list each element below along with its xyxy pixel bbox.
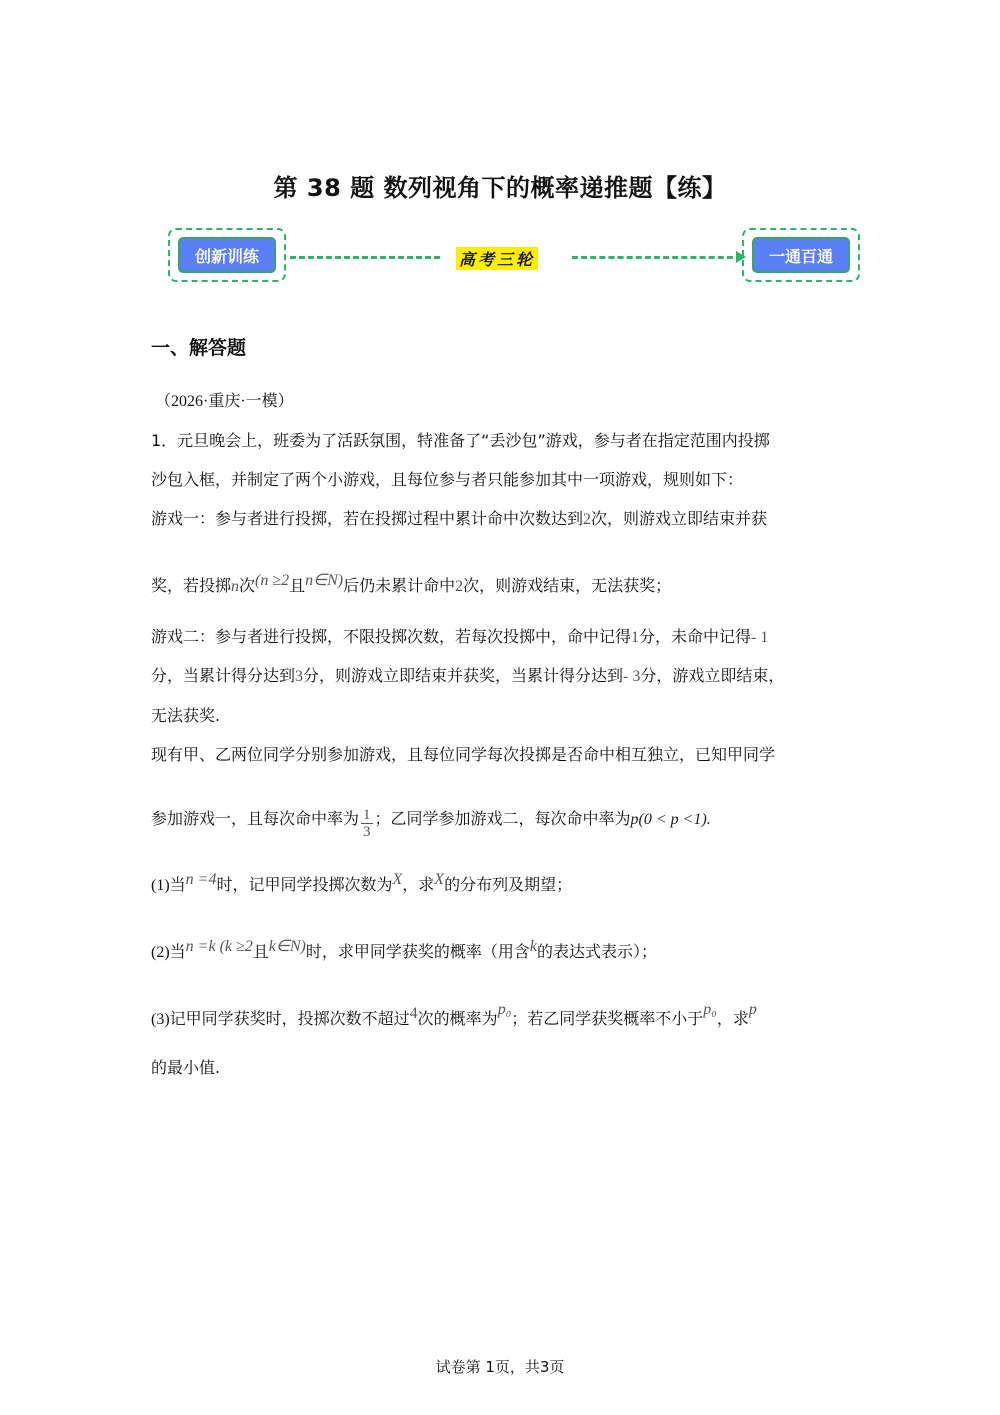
text-span: 分，则游戏立即结束并获奖，当累计得分达到 bbox=[303, 666, 624, 685]
dashed-connector-right bbox=[572, 256, 742, 259]
hit-rate-line bbox=[151, 806, 711, 840]
text-span: 奖，若投掷 bbox=[151, 576, 232, 595]
text-span: 次，则游戏结束，无法获奖； bbox=[463, 576, 672, 595]
math-span: k bbox=[529, 938, 537, 955]
innovation-training-button[interactable]: 创新训练 bbox=[178, 237, 276, 273]
game-one-rule-line bbox=[151, 570, 671, 596]
math-span: X bbox=[434, 871, 445, 888]
math-span: p(0 < p <1). bbox=[630, 811, 711, 828]
text-span: 游戏一：参与者进行投掷，若在投掷过程中累计命中次数达到 bbox=[151, 509, 584, 528]
text-span: 的分布列及期望； bbox=[444, 875, 573, 894]
mastery-button[interactable]: 一通百通 bbox=[752, 237, 850, 273]
text-span: 后仍未累计命中 bbox=[343, 576, 456, 595]
fraction-denominator: 3 bbox=[363, 824, 371, 840]
question-line: 现有甲、乙两位同学分别参加游戏，且每位同学每次投掷是否命中相互独立，已知甲同学 bbox=[151, 745, 776, 764]
math-span: 2 bbox=[455, 578, 464, 595]
math-span: p₀ bbox=[703, 1001, 717, 1018]
text-span: 分，未命中记得 bbox=[639, 627, 752, 646]
dashed-connector-left bbox=[290, 256, 440, 259]
math-span: - 3 bbox=[623, 668, 641, 685]
question-line: 无法获奖. bbox=[151, 706, 221, 725]
math-span: 1 bbox=[631, 629, 640, 646]
text-span: ，求 bbox=[402, 875, 435, 894]
math-span: p₀ bbox=[497, 1001, 512, 1018]
text-span: 且 bbox=[252, 942, 269, 961]
sub-question-3 bbox=[151, 1001, 757, 1029]
fraction-numerator: 1 bbox=[363, 807, 371, 823]
text-span: ，求 bbox=[716, 1009, 749, 1028]
math-span: - 1 bbox=[751, 629, 769, 646]
text-span: 的表达式表示）； bbox=[536, 942, 657, 961]
text-span: ；乙同学参加游戏二，每次命中率为 bbox=[374, 809, 631, 828]
text-span: 且 bbox=[289, 576, 306, 595]
math-span: X bbox=[392, 871, 403, 888]
math-span: n bbox=[231, 578, 240, 595]
mastery-box bbox=[742, 228, 860, 282]
math-span: n =4 bbox=[185, 871, 217, 888]
question-line: 沙包入框，并制定了两个小游戏，且每位参与者只能参加其中一项游戏，规则如下： bbox=[151, 470, 744, 489]
gaokao-third-round-label: 高考三轮 bbox=[456, 247, 538, 270]
section-heading: 一、解答题 bbox=[151, 337, 247, 359]
math-span: n =k (k ≥2 bbox=[185, 938, 253, 955]
text-span: 时，记甲同学投掷次数为 bbox=[216, 875, 393, 894]
question-line: 1．元旦晚会上，班委为了活跃氛围，特准备了“丢沙包”游戏，参与者在指定范围内投掷 bbox=[151, 431, 770, 450]
math-span: 3 bbox=[295, 668, 304, 685]
math-span: n∈N) bbox=[305, 572, 344, 589]
question-source: （2026·重庆·一模） bbox=[155, 393, 294, 410]
page-title: 第 38 题 数列视角下的概率递推题【练】 bbox=[273, 174, 727, 202]
game-one-rule-line bbox=[151, 506, 767, 529]
game-two-rule-line bbox=[151, 663, 784, 686]
innovation-training-box bbox=[168, 228, 286, 282]
text-span: (2)当 bbox=[151, 944, 186, 961]
text-span: 次 bbox=[239, 576, 256, 595]
text-span: ；若乙同学获奖概率不小于 bbox=[511, 1009, 704, 1028]
text-span: 次，则游戏立即结束并获 bbox=[591, 509, 768, 528]
text-span: 游戏二：参与者进行投掷，不限投掷次数，若每次投掷中，命中记得 bbox=[151, 627, 632, 646]
game-two-rule-line bbox=[151, 624, 768, 647]
fraction-one-third bbox=[361, 807, 373, 840]
page-footer: 试卷第 1页，共3页 bbox=[435, 1358, 565, 1376]
text-span: 次的概率为 bbox=[417, 1009, 498, 1028]
text-span: 时，求甲同学获奖的概率（用含 bbox=[305, 942, 530, 961]
text-span: 分，当累计得分达到 bbox=[151, 666, 296, 685]
sub-question-1 bbox=[151, 871, 572, 895]
math-span: (n ≥2 bbox=[255, 572, 290, 589]
sub-question-2 bbox=[151, 936, 657, 962]
math-span: 2 bbox=[583, 511, 592, 528]
text-span: (3)记甲同学获奖时，投掷次数不超过 bbox=[151, 1011, 410, 1028]
text-span: (1)当 bbox=[151, 877, 186, 894]
text-span: 参加游戏一，且每次命中率为 bbox=[151, 809, 360, 828]
text-span: 分，游戏立即结束， bbox=[640, 666, 785, 685]
banner bbox=[168, 228, 866, 288]
question-line: 的最小值. bbox=[151, 1058, 221, 1077]
math-span: k∈N) bbox=[268, 938, 306, 955]
math-span: p bbox=[748, 1001, 757, 1018]
math-span: 4 bbox=[409, 1005, 418, 1022]
